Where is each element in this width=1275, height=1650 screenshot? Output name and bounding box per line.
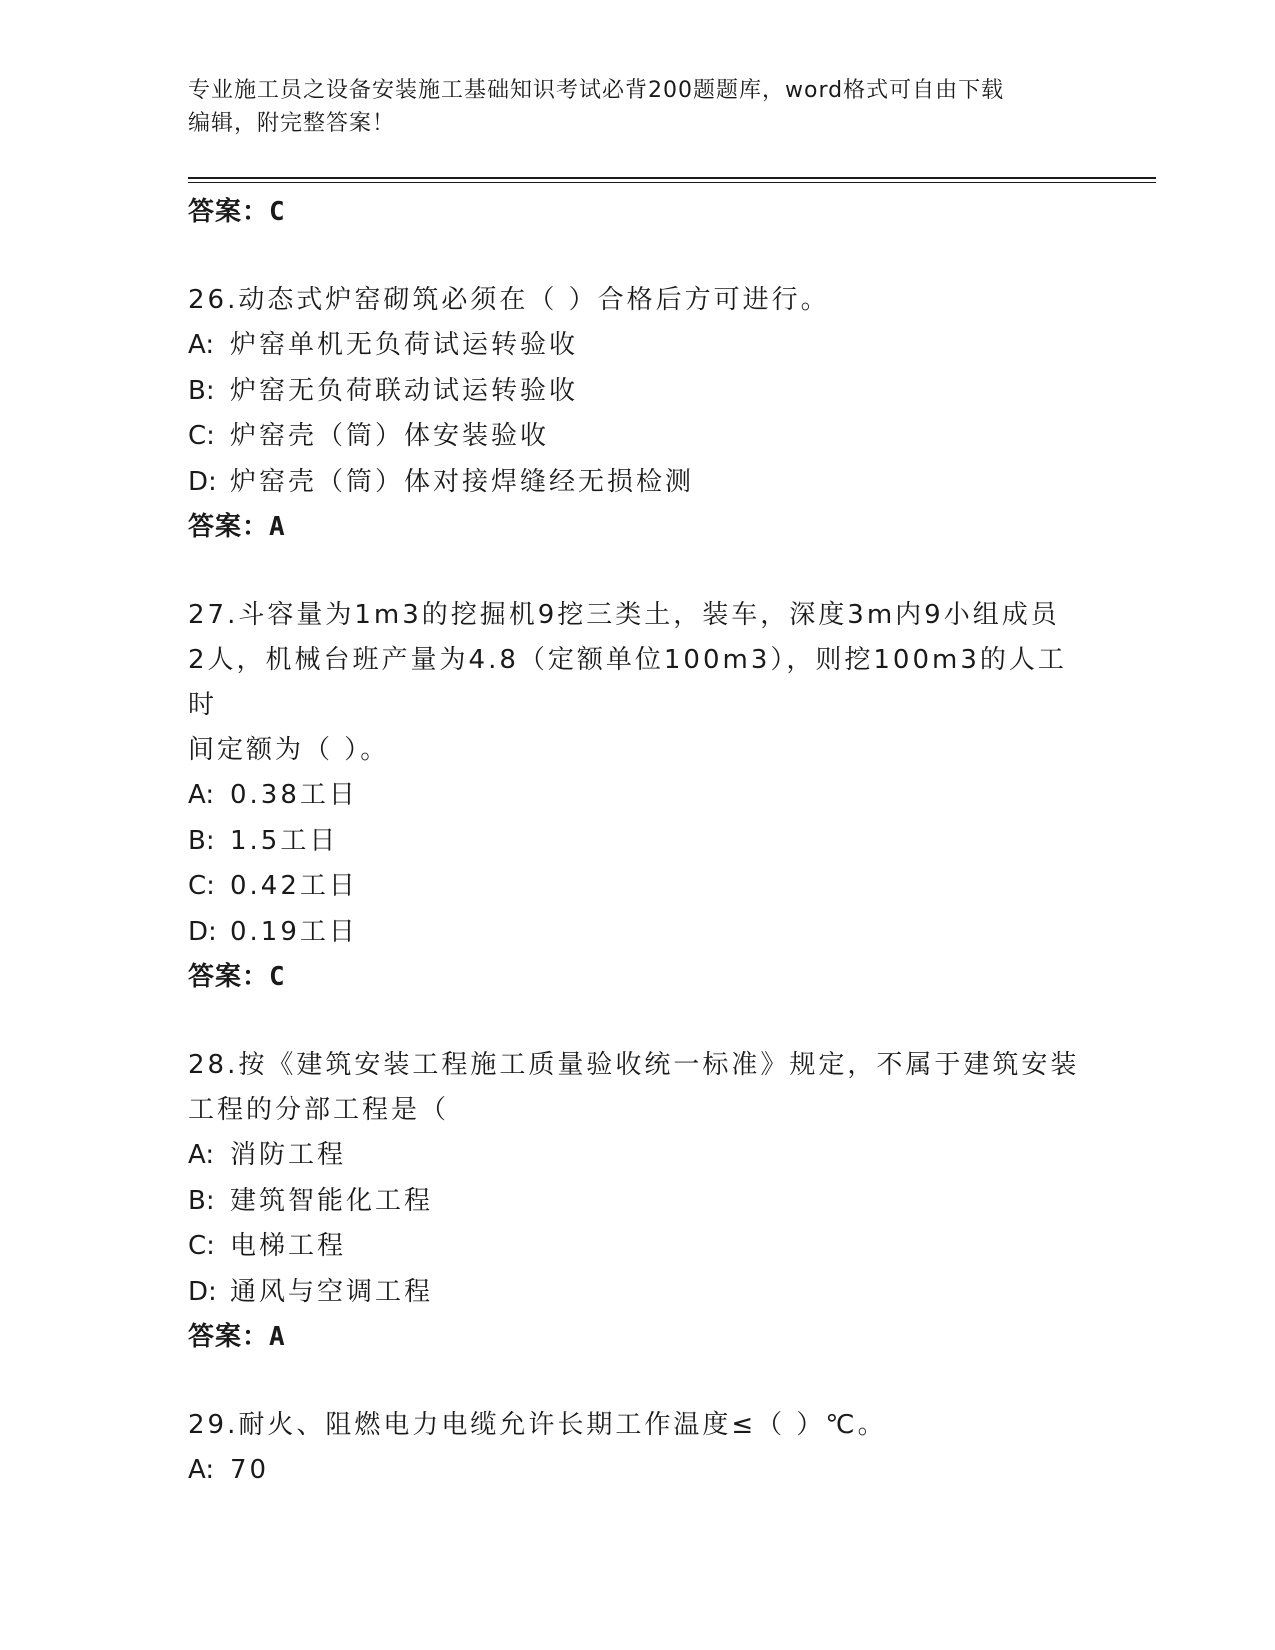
option-text: 建筑智能化工程	[230, 1185, 434, 1216]
spacer	[188, 999, 1088, 1043]
option-letter: D:	[188, 1276, 217, 1307]
option-letter: C:	[188, 421, 215, 451]
question-list	[188, 190, 1088, 1494]
option-a	[188, 1448, 1088, 1494]
option-text: 炉窑壳（筒）体对接焊缝经无损检测	[230, 466, 695, 497]
option-text: 0.38工日	[230, 780, 358, 810]
option-b	[188, 819, 1088, 865]
option-text: 炉窑单机无负荷试运转验收	[230, 330, 579, 360]
option-letter: A:	[188, 780, 215, 810]
page-header	[188, 74, 1068, 140]
option-a	[188, 323, 1088, 369]
option-letter: C:	[188, 871, 215, 901]
question-text: 26.动态式炉窑砌筑必须在（ ）合格后方可进行。	[188, 285, 830, 315]
option-letter: B:	[188, 825, 215, 856]
option-d	[188, 1270, 1088, 1316]
option-letter: D:	[188, 466, 217, 497]
question-text: 29.耐火、阻燃电力电缆允许长期工作温度≤（ ）℃。	[188, 1410, 887, 1440]
header-rule-thin	[188, 182, 1156, 183]
question-text-line: 28.按《建筑安装工程施工质量验收统一标准》规定，不属于建筑安装	[188, 1050, 1080, 1080]
question-text-line: 2人，机械台班产量为4.8（定额单位100m3），则挖100m3的人工时	[188, 645, 1067, 720]
option-text: 炉窑壳（筒）体安装验收	[230, 421, 550, 451]
question-29	[188, 1403, 1088, 1494]
option-text: 消防工程	[230, 1140, 347, 1170]
option-text: 电梯工程	[230, 1231, 347, 1261]
question-27	[188, 593, 1088, 999]
option-text: 通风与空调工程	[230, 1276, 434, 1307]
option-letter: A:	[188, 1140, 215, 1170]
answer-line	[188, 1315, 1088, 1359]
option-d	[188, 460, 1088, 506]
answer-label: 答案：	[188, 197, 270, 227]
option-text: 0.42工日	[230, 871, 358, 901]
option-c	[188, 1224, 1088, 1270]
option-text: 0.19工日	[230, 916, 358, 947]
option-a	[188, 1133, 1088, 1179]
answer-label: 答案：	[188, 512, 270, 542]
question-26	[188, 278, 1088, 549]
option-a	[188, 773, 1088, 819]
option-c	[188, 414, 1088, 460]
spacer	[188, 549, 1088, 593]
header-line-2: 编辑，附完整答案！	[188, 111, 396, 136]
question-text-line: 间定额为（ ）。	[188, 735, 390, 765]
option-c	[188, 864, 1088, 910]
option-letter: B:	[188, 1185, 215, 1216]
header-rule-thick	[188, 177, 1156, 179]
option-letter: B:	[188, 375, 215, 406]
option-text: 1.5工日	[230, 825, 339, 856]
header-line-1: 专业施工员之设备安装施工基础知识考试必背200题题库，word格式可自由下载	[188, 78, 1005, 103]
option-letter: D:	[188, 916, 217, 947]
question-28	[188, 1043, 1088, 1359]
answer-value: A	[269, 512, 286, 542]
option-b	[188, 1179, 1088, 1225]
option-b	[188, 369, 1088, 415]
option-letter: C:	[188, 1231, 215, 1261]
question-text-line: 27.斗容量为1m3的挖掘机9挖三类土，装车，深度3m内9小组成员	[188, 600, 1060, 630]
option-letter: A:	[188, 1455, 215, 1485]
answer-value: A	[269, 1322, 286, 1352]
option-text: 70	[230, 1455, 270, 1485]
spacer	[188, 1359, 1088, 1403]
spacer	[188, 234, 1088, 278]
option-text: 炉窑无负荷联动试运转验收	[230, 375, 579, 406]
answer-value: C	[269, 962, 286, 992]
option-d	[188, 910, 1088, 956]
answer-label: 答案：	[188, 962, 270, 992]
answer-label: 答案：	[188, 1322, 270, 1352]
answer-line	[188, 505, 1088, 549]
option-letter: A:	[188, 330, 215, 360]
answer-value: C	[269, 197, 286, 227]
answer-line	[188, 955, 1088, 999]
answer-line	[188, 190, 1088, 234]
question-text-line: 工程的分部工程是（	[188, 1095, 450, 1125]
